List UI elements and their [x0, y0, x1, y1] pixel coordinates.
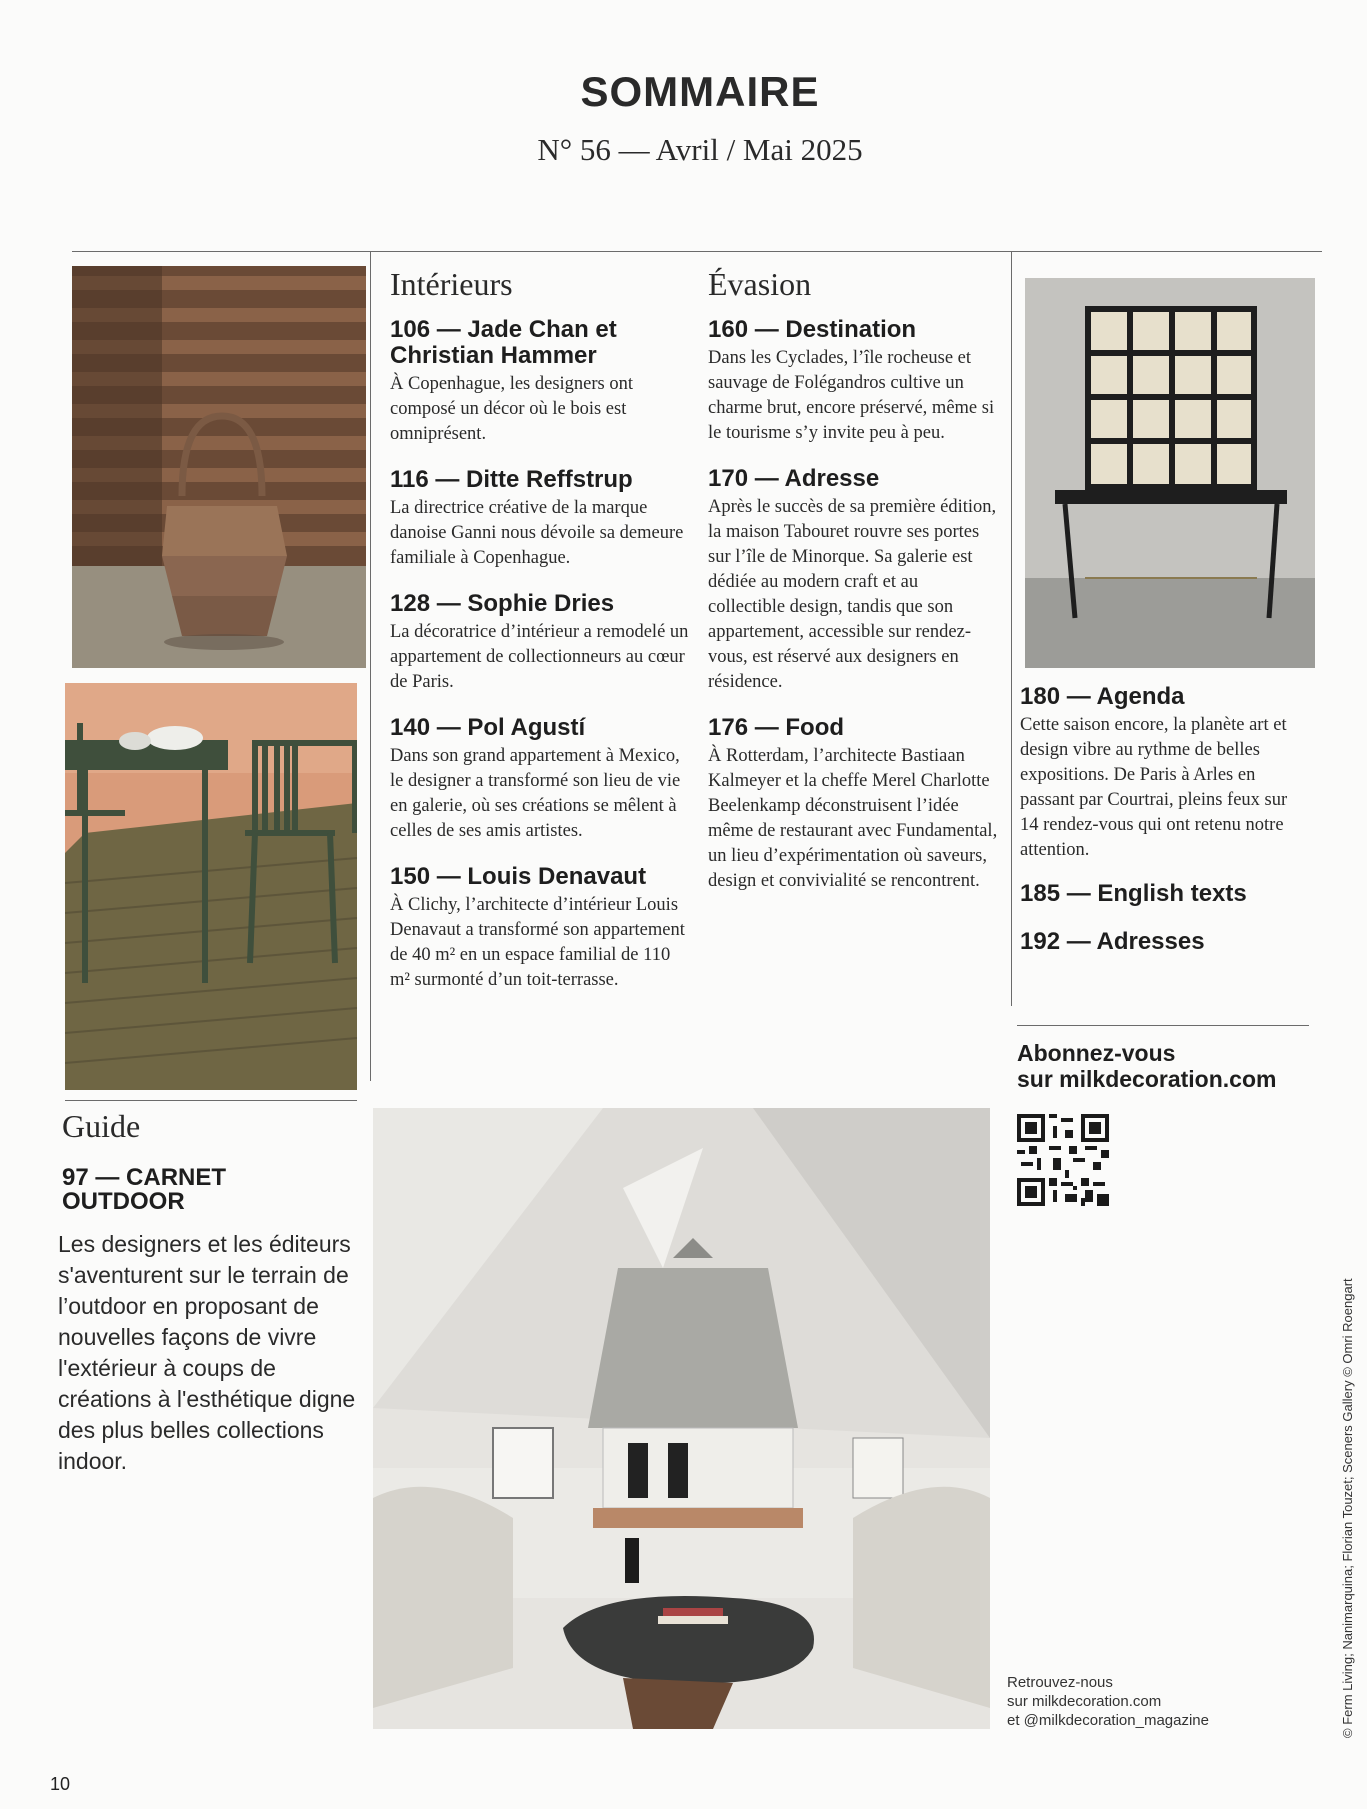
social-line-2[interactable]: sur milkdecoration.com	[1007, 1693, 1162, 1710]
photo-credit: © Ferm Living; Nanimarquina; Florian Touzet; Sceners Gallery © Omri Roengart	[1340, 1278, 1355, 1738]
guide-title-line-1: 97 — CARNET	[62, 1164, 227, 1191]
page-title: SOMMAIRE	[580, 68, 820, 115]
photo-wooden-stool	[72, 266, 366, 668]
entry-desc: À Clichy, l’architecte d’intérieur Louis Denavaut a transformé son appartement de 40 m² en un espace familial de 110 m² surmonté d’un toit-terrasse.	[390, 895, 685, 990]
entry-english-texts[interactable]: 185 — English texts	[1020, 880, 1247, 907]
entry-ditte-reffstrup[interactable]	[390, 467, 690, 571]
guide-rule	[65, 1100, 357, 1101]
entry-desc: La décoratrice d’intérieur a remodelé un appartement de collectionneurs au cœur de Paris.	[390, 622, 689, 692]
guide-desc: Les designers et les éditeurs s'aventurent sur le terrain de l’outdoor en proposant de nouvelles façons de vivre l'extérieur à coups de créations à l'esthétique digne des plus belles collections indoor.	[58, 1231, 356, 1474]
entry-louis-denavaut[interactable]	[390, 864, 690, 993]
interieurs-column	[390, 266, 690, 1013]
subscribe-line-2: sur milkdecoration.com	[1017, 1066, 1277, 1092]
entry-agenda[interactable]	[1020, 684, 1310, 863]
social-info	[1007, 1673, 1267, 1730]
guide-title[interactable]	[62, 1166, 226, 1214]
photo-outdoor-chairs	[65, 683, 357, 1090]
entry-title: 106 — Jade Chan et Christian Hammer	[390, 316, 617, 369]
subscribe-cta[interactable]	[1017, 1040, 1317, 1092]
column-divider-left	[370, 251, 371, 1081]
interieurs-label: Intérieurs	[390, 266, 513, 302]
entry-title: 128 — Sophie Dries	[390, 590, 615, 617]
entry-destination[interactable]	[708, 317, 998, 446]
evasion-column	[708, 266, 998, 914]
entry-sophie-dries[interactable]	[390, 591, 690, 695]
entry-adresse[interactable]	[708, 466, 998, 695]
evasion-label: Évasion	[708, 266, 812, 302]
entry-title: 180 — Agenda	[1020, 683, 1185, 710]
entry-title: 176 — Food	[708, 714, 845, 741]
guide-title-line-2: OUTDOOR	[62, 1188, 185, 1215]
entry-title: 150 — Louis Denavaut	[390, 863, 647, 890]
issue-line: N° 56 — Avril / Mai 2025	[537, 132, 863, 167]
right-column	[1020, 684, 1310, 955]
top-rule	[72, 251, 1322, 252]
entry-desc: Dans son grand appartement à Mexico, le designer a transformé son lieu de vie en galerie, où ses créations se mêlent à celles de ses amis artistes.	[390, 746, 681, 841]
entry-desc: À Rotterdam, l’architecte Bastiaan Kalmeyer et la cheffe Merel Charlotte Beelenkamp déconstruisent l’idée même de restaurant avec Fundamental, un lieu d’expérimentation où saveurs, design et convivialité se rencontrent.	[708, 746, 998, 891]
entry-title: 116 — Ditte Reffstrup	[390, 466, 633, 493]
social-line-1: Retrouvez-nous	[1007, 1674, 1113, 1691]
entry-title: 170 — Adresse	[708, 465, 880, 492]
subscribe-rule	[1017, 1025, 1309, 1026]
social-line-3[interactable]: et @milkdecoration_magazine	[1007, 1712, 1209, 1729]
entry-desc: À Copenhague, les designers ont composé un décor où le bois est omniprésent.	[390, 374, 634, 444]
entry-jade-chan[interactable]	[390, 317, 690, 447]
page-number: 10	[50, 1774, 71, 1794]
photo-grid-cabinet	[1025, 278, 1315, 668]
entry-desc: Après le succès de sa première édition, la maison Tabouret rouvre ses portes sur l’île de Minorque. Sa galerie est dédiée au modern craft et au collectible design, tandis que son appartement, accessible sur rendez-vous, est réservé aux designers en résidence.	[708, 497, 997, 692]
guide-label: Guide	[62, 1108, 141, 1144]
photo-fireplace-room	[373, 1108, 990, 1729]
column-divider-right	[1011, 251, 1012, 1006]
entry-adresses[interactable]: 192 — Adresses	[1020, 928, 1205, 955]
entry-desc: Dans les Cyclades, l’île rocheuse et sauvage de Folégandros cultive un charme brut, encore préservé, même si le tourisme s’y invite peu à peu.	[708, 348, 995, 443]
entry-desc: La directrice créative de la marque danoise Ganni nous dévoile sa demeure familiale à Copenhague.	[390, 498, 684, 568]
entry-pol-agusti[interactable]	[390, 715, 690, 844]
entry-title: 140 — Pol Agustí	[390, 714, 586, 741]
entry-food[interactable]	[708, 715, 998, 894]
subscribe-line-1: Abonnez-vous	[1017, 1040, 1176, 1066]
qr-code-icon[interactable]	[1017, 1114, 1109, 1206]
entry-title: 160 — Destination	[708, 316, 917, 343]
entry-desc: Cette saison encore, la planète art et design vibre au rythme de belles expositions. De Paris à Arles en passant par Courtrai, pleins feux sur 14 rendez-vous qui ont retenu notre attention.	[1020, 715, 1288, 860]
